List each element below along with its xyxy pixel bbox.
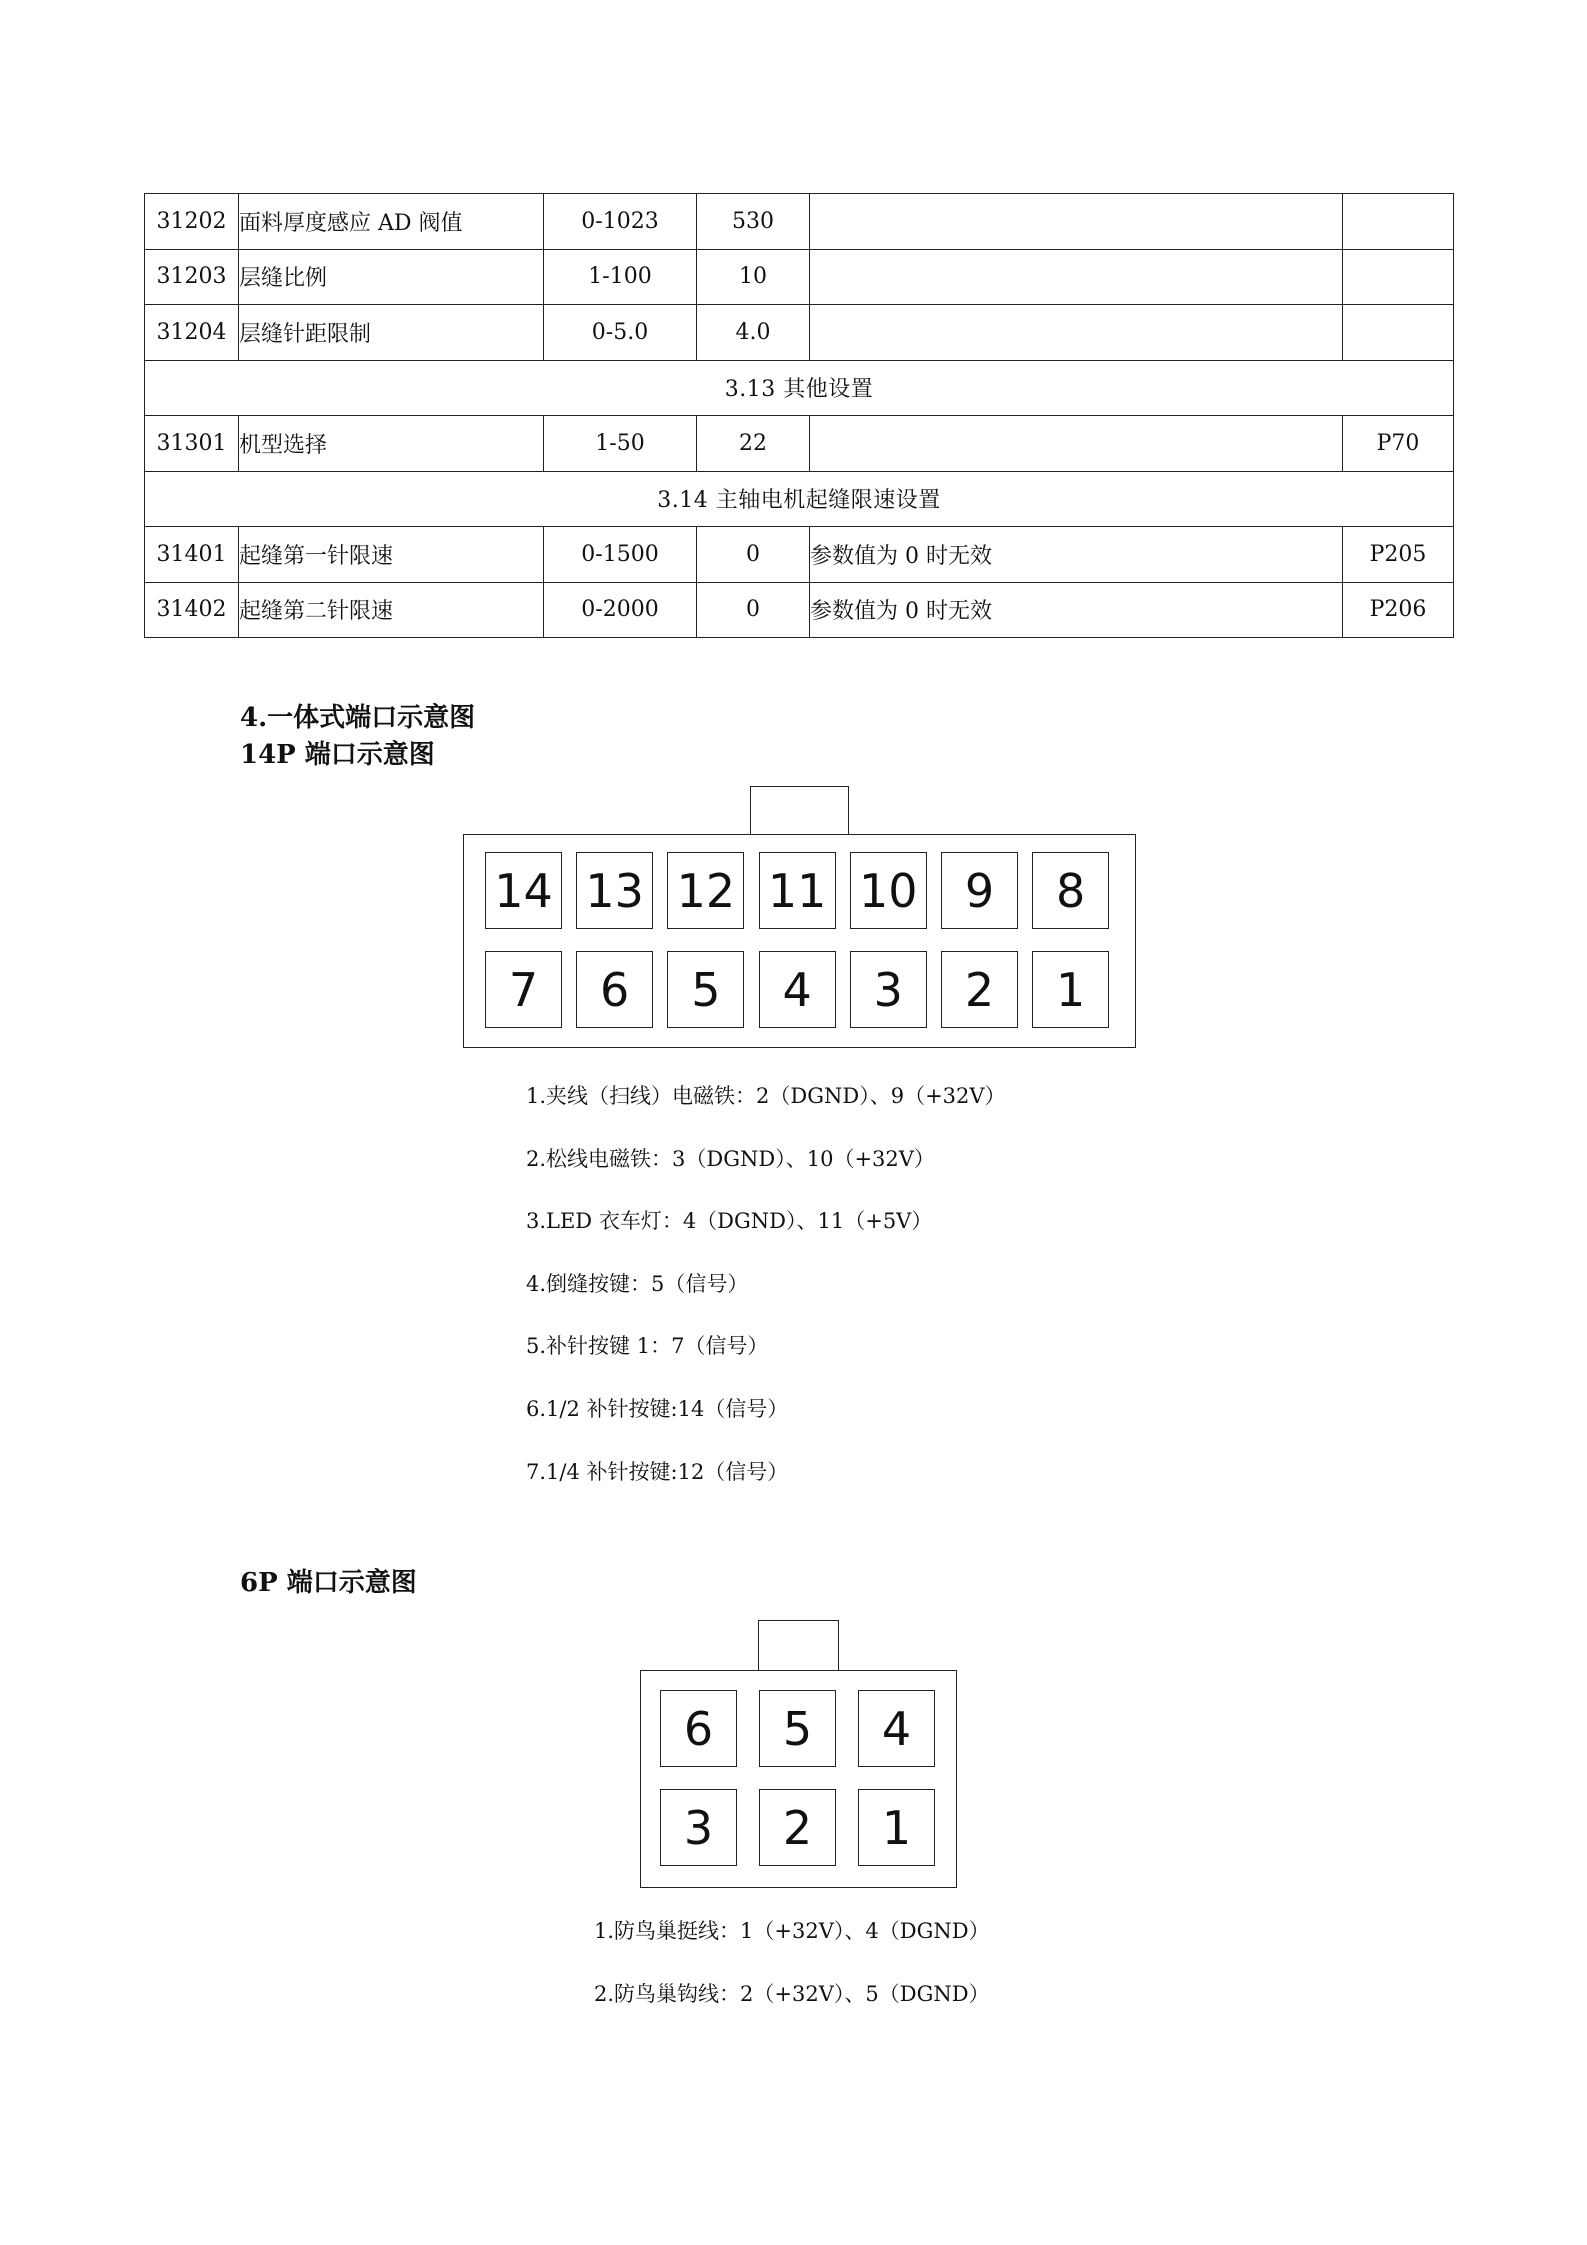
section-title: 3.13 其他设置 bbox=[145, 360, 1454, 416]
parameter-table-body bbox=[145, 194, 1454, 638]
param-note-cell bbox=[810, 249, 1343, 305]
note-item: 7.1/4 补针按键:12（信号） bbox=[526, 1459, 789, 1484]
param-id-cell: 31202 bbox=[145, 194, 239, 250]
param-name-cell: 起缝第二针限速 bbox=[239, 582, 544, 638]
param-range-cell: 1-100 bbox=[544, 249, 697, 305]
param-ref-cell bbox=[1343, 194, 1454, 250]
pin-label: 2 bbox=[759, 1789, 836, 1866]
param-range-cell: 1-50 bbox=[544, 416, 697, 472]
table-row bbox=[145, 249, 1454, 305]
param-name-cell: 层缝比例 bbox=[239, 249, 544, 305]
param-default-cell: 0 bbox=[697, 582, 810, 638]
connector-latch-tab bbox=[750, 786, 849, 836]
param-ref-cell bbox=[1343, 305, 1454, 361]
param-default-cell: 4.0 bbox=[697, 305, 810, 361]
param-range-cell: 0-5.0 bbox=[544, 305, 697, 361]
param-ref-cell: P70 bbox=[1343, 416, 1454, 472]
note-item: 2.防鸟巢钩线：2（+32V）、5（DGND） bbox=[594, 1981, 990, 2006]
param-name-cell: 层缝针距限制 bbox=[239, 305, 544, 361]
table-row bbox=[145, 194, 1454, 250]
param-note-cell: 参数值为 0 时无效 bbox=[810, 582, 1343, 638]
section-row bbox=[145, 360, 1454, 416]
pin-label: 6 bbox=[660, 1690, 737, 1767]
pin-label: 13 bbox=[576, 852, 653, 929]
pin-label: 7 bbox=[485, 951, 562, 1028]
port6-title: 6P 端口示意图 bbox=[240, 1568, 417, 1598]
param-id-cell: 31203 bbox=[145, 249, 239, 305]
table-row bbox=[145, 582, 1454, 638]
param-note-cell: 参数值为 0 时无效 bbox=[810, 527, 1343, 583]
param-id-cell: 31402 bbox=[145, 582, 239, 638]
parameter-table bbox=[144, 193, 1454, 638]
note-item: 2.松线电磁铁：3（DGND）、10（+32V） bbox=[526, 1146, 935, 1171]
param-default-cell: 22 bbox=[697, 416, 810, 472]
section-row bbox=[145, 471, 1454, 527]
port14-pin-notes bbox=[526, 1065, 1006, 1503]
pin-label: 14 bbox=[485, 852, 562, 929]
pin-label: 3 bbox=[660, 1789, 737, 1866]
param-name-cell: 面料厚度感应 AD 阀值 bbox=[239, 194, 544, 250]
pin-label: 8 bbox=[1032, 852, 1109, 929]
pin-label: 2 bbox=[941, 951, 1018, 1028]
param-id-cell: 31204 bbox=[145, 305, 239, 361]
note-item: 4.倒缝按键：5（信号） bbox=[526, 1271, 749, 1296]
pin-label: 10 bbox=[850, 852, 927, 929]
note-item: 6.1/2 补针按键:14（信号） bbox=[526, 1396, 789, 1421]
pin-label: 5 bbox=[667, 951, 744, 1028]
param-note-cell bbox=[810, 305, 1343, 361]
table-row bbox=[145, 305, 1454, 361]
param-range-cell: 0-1023 bbox=[544, 194, 697, 250]
pin-label: 12 bbox=[667, 852, 744, 929]
param-name-cell: 起缝第一针限速 bbox=[239, 527, 544, 583]
pin-label: 11 bbox=[759, 852, 836, 929]
param-id-cell: 31301 bbox=[145, 416, 239, 472]
param-ref-cell bbox=[1343, 249, 1454, 305]
param-ref-cell: P205 bbox=[1343, 527, 1454, 583]
section-title: 3.14 主轴电机起缝限速设置 bbox=[145, 471, 1454, 527]
note-item: 1.防鸟巢挺线：1（+32V）、4（DGND） bbox=[594, 1919, 990, 1943]
param-default-cell: 10 bbox=[697, 249, 810, 305]
pin-label: 6 bbox=[576, 951, 653, 1028]
pin-label: 4 bbox=[858, 1690, 935, 1767]
param-id-cell: 31401 bbox=[145, 527, 239, 583]
port6-connector-diagram bbox=[640, 1620, 957, 1888]
port6-pin-notes bbox=[594, 1900, 990, 2025]
param-note-cell bbox=[810, 416, 1343, 472]
table-row bbox=[145, 527, 1454, 583]
param-note-cell bbox=[810, 194, 1343, 250]
param-name-cell: 机型选择 bbox=[239, 416, 544, 472]
pin-label: 3 bbox=[850, 951, 927, 1028]
param-default-cell: 530 bbox=[697, 194, 810, 250]
note-item: 5.补针按键 1：7（信号） bbox=[526, 1334, 769, 1359]
table-row bbox=[145, 416, 1454, 472]
port14-title: 14P 端口示意图 bbox=[240, 740, 435, 770]
param-range-cell: 0-1500 bbox=[544, 527, 697, 583]
pin-label: 4 bbox=[759, 951, 836, 1028]
section-heading: 4.一体式端口示意图 bbox=[240, 703, 476, 733]
pin-label: 5 bbox=[759, 1690, 836, 1767]
note-item: 3.LED 衣车灯：4（DGND）、11（+5V） bbox=[526, 1209, 933, 1234]
note-item: 1.夹线（扫线）电磁铁：2（DGND）、9（+32V） bbox=[526, 1084, 1006, 1108]
param-default-cell: 0 bbox=[697, 527, 810, 583]
connector-latch-tab bbox=[758, 1620, 839, 1672]
pin-label: 1 bbox=[1032, 951, 1109, 1028]
pin-label: 1 bbox=[858, 1789, 935, 1866]
pin-label: 9 bbox=[941, 852, 1018, 929]
port14-connector-diagram bbox=[463, 786, 1136, 1048]
param-range-cell: 0-2000 bbox=[544, 582, 697, 638]
param-ref-cell: P206 bbox=[1343, 582, 1454, 638]
